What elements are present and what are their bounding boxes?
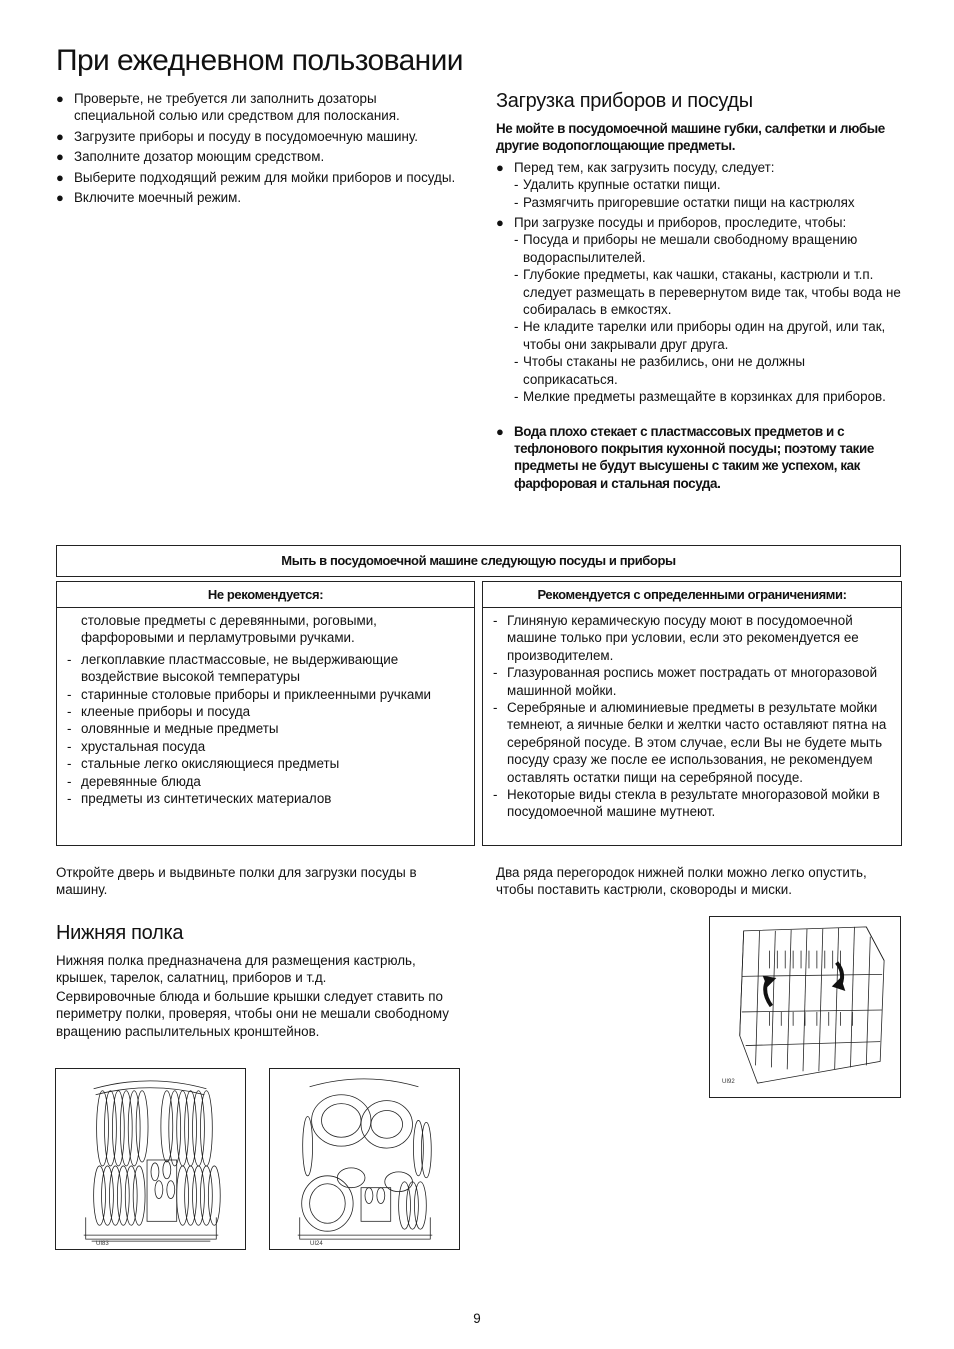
before-label: Перед тем, как загрузить посуду, следует: xyxy=(514,159,775,175)
list-item: - Не кладите тарелки или приборы один на другой, или так, чтобы они закрывали друг друга. xyxy=(514,318,901,353)
page-title: При ежедневном пользовании xyxy=(56,44,463,77)
intro-bullet-list xyxy=(56,90,461,209)
during-label: При загрузке посуды и приборов, проследите, чтобы: xyxy=(514,215,847,231)
rows-text: Два ряда перегородок нижней полки можно легко опустить, чтобы поставить кастрюли, сковороды и миски. xyxy=(496,865,867,898)
list-item: - Удалить крупные остатки пищи. xyxy=(514,176,901,193)
lower-rack-section xyxy=(56,921,461,1040)
before-list xyxy=(514,176,901,211)
list-item: - Глубокие предметы, как чашки, стаканы, кастрюли и т.п. следует размещать в перевернутом виде так, чтобы вода не собиралась в емкостях. xyxy=(514,266,901,318)
list-item: - Некоторые виды стекла в результате многоразовой мойки в посудомоечной машине мутнеют. xyxy=(493,786,891,821)
limited-body xyxy=(483,608,901,821)
warning-note: Не мойте в посудомоечной машине губки, салфетки и любые другие водопоглощающие предметы. xyxy=(496,121,885,154)
list-item: - стальные легко окисляющиеся предметы xyxy=(67,755,464,772)
list-item: - Посуда и приборы не мешали свободному вращению водораспылителей. xyxy=(514,231,901,266)
list-item: - легкоплавкие пластмассовые, не выдерживающие воздействие высокой температуры xyxy=(67,651,464,686)
plates-illustration xyxy=(55,1068,246,1250)
not-recommended-list xyxy=(67,651,464,808)
limited-box xyxy=(482,581,902,846)
pots-rack-icon xyxy=(270,1069,459,1249)
list-item: ● Заполните дозатор моющим средством. xyxy=(56,148,461,165)
list-item: - старинные столовые приборы и приклеенными ручками xyxy=(67,686,464,703)
limited-list xyxy=(493,612,891,821)
plastic-note: Вода плохо стекает с пластмассовых предметов и с тефлонового покрытия кухонной посуды; поэтому такие предметы не будут высушены с таким же успехом, как фарфоровая и стальная посуда. xyxy=(514,423,874,491)
list-item xyxy=(496,423,901,493)
list-item: - Чтобы стаканы не разбились, они не должны соприкасаться. xyxy=(514,353,901,388)
loading-bullets xyxy=(496,159,901,492)
lower-rack-para1: Нижняя полка предназначена для размещения кастрюль, крышек, тарелок, салатниц, приборов и т.д. xyxy=(56,953,416,986)
not-recommended-heading: Не рекомендуется: xyxy=(57,582,474,608)
list-item: ● Включите моечный режим. xyxy=(56,189,461,206)
plates-rack-icon xyxy=(56,1069,245,1249)
lower-rack-heading: Нижняя полка xyxy=(56,922,184,944)
limited-heading: Рекомендуется с определенными ограничениями: xyxy=(483,582,901,608)
lower-rack-para2: Сервировочные блюда и большие крышки следует ставить по периметру полки, проверяя, чтобы они не мешали свободному вращению распылительных кронштейнов. xyxy=(56,988,449,1039)
table-title: Мыть в посудомоечной машине следующую посуды и приборы xyxy=(56,545,901,577)
list-item: - деревянные блюда xyxy=(67,773,464,790)
list-item: ● Загрузите приборы и посуду в посудомоечную машину. xyxy=(56,128,461,145)
during-list xyxy=(514,231,901,405)
list-item xyxy=(496,214,901,405)
not-recommended-body xyxy=(57,608,474,807)
list-item: ● Проверьте, не требуется ли заполнить дозаторы специальной солью или средством для полоскания. xyxy=(56,90,461,125)
image-code: UI24 xyxy=(310,1241,323,1247)
loading-heading: Загрузка приборов и посуды xyxy=(496,90,753,112)
list-item: - Глиняную керамическую посуду моют в посудомоечной машине только при условии, если это рекомендуется ее производителем. xyxy=(493,612,891,664)
list-item xyxy=(496,159,901,211)
list-item: - клееные приборы и посуда xyxy=(67,703,464,720)
list-item: - Глазурованная роспись может пострадать от многоразовой машинной мойки. xyxy=(493,664,891,699)
not-recommended-box xyxy=(56,581,475,846)
image-code: UI92 xyxy=(722,1079,735,1085)
page-number: 9 xyxy=(473,1311,481,1326)
folding-rack-icon xyxy=(710,917,900,1097)
image-code: UI83 xyxy=(96,1241,109,1247)
list-item: - предметы из синтетических материалов xyxy=(67,790,464,807)
list-item: - Серебряные и алюминиевые предметы в результате мойки темнеют, а яичные белки и желтки часто оставляют пятна на серебряной посуде. В этом случае, если Вы не будете мыть посуду сразу же после ее использования, не рекомендуем оставлять остатки пищи на серебряной посуде. xyxy=(493,699,891,786)
not-recommended-lead: столовые предметы с деревянными, роговыми, фарфоровыми и перламутровыми ручками. xyxy=(81,613,377,646)
loading-section xyxy=(496,89,901,495)
list-item: ● Выберите подходящий режим для мойки приборов и посуды. xyxy=(56,169,461,186)
list-item: - Размягчить пригоревшие остатки пищи на кастрюлях xyxy=(514,194,901,211)
rack-illustration xyxy=(709,916,901,1098)
list-item: - Мелкие предметы размещайте в корзинках для приборов. xyxy=(514,388,901,405)
pots-illustration xyxy=(269,1068,460,1250)
list-item: - хрустальная посуда xyxy=(67,738,464,755)
list-item: - оловянные и медные предметы xyxy=(67,720,464,737)
open-door-text: Откройте дверь и выдвиньте полки для загрузки посуды в машину. xyxy=(56,865,417,898)
